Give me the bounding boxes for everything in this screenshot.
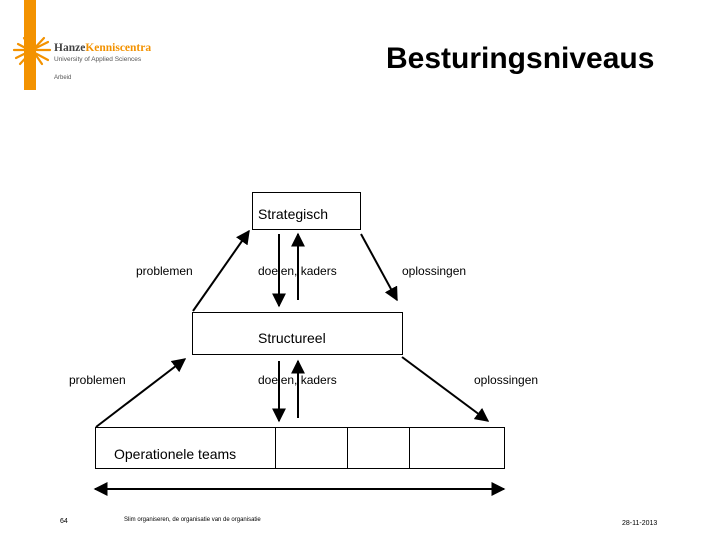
logo-unit: Arbeid bbox=[54, 75, 72, 81]
lower-center-label: doelen, kaders bbox=[258, 373, 337, 387]
lower-right-label: oplossingen bbox=[474, 373, 539, 387]
upper-right-label: oplossingen bbox=[402, 264, 467, 278]
upper-right-arrow bbox=[361, 234, 397, 300]
operational-label: Operationele teams bbox=[114, 446, 237, 462]
lower-left-arrow bbox=[96, 359, 185, 427]
lower-left-label: problemen bbox=[69, 373, 126, 387]
logo-subtitle: University of Applied Sciences bbox=[54, 56, 142, 63]
team-cell bbox=[275, 427, 348, 469]
team-cell bbox=[347, 427, 410, 469]
structural-label: Structureel bbox=[258, 330, 326, 346]
footer-text: Slim organiseren, de organisatie van de organisatie bbox=[124, 517, 261, 523]
logo-name: HanzeKenniscentra bbox=[54, 42, 152, 54]
strategic-label: Strategisch bbox=[258, 206, 329, 222]
upper-center-label: doelen, kaders bbox=[258, 264, 337, 278]
upper-left-arrow bbox=[193, 231, 249, 311]
upper-left-label: problemen bbox=[136, 264, 193, 278]
page-number: 64 bbox=[60, 518, 68, 525]
lower-right-arrow bbox=[402, 357, 488, 421]
footer-date: 28-11-2013 bbox=[622, 520, 658, 527]
slide-title: Besturingsniveaus bbox=[386, 42, 655, 75]
